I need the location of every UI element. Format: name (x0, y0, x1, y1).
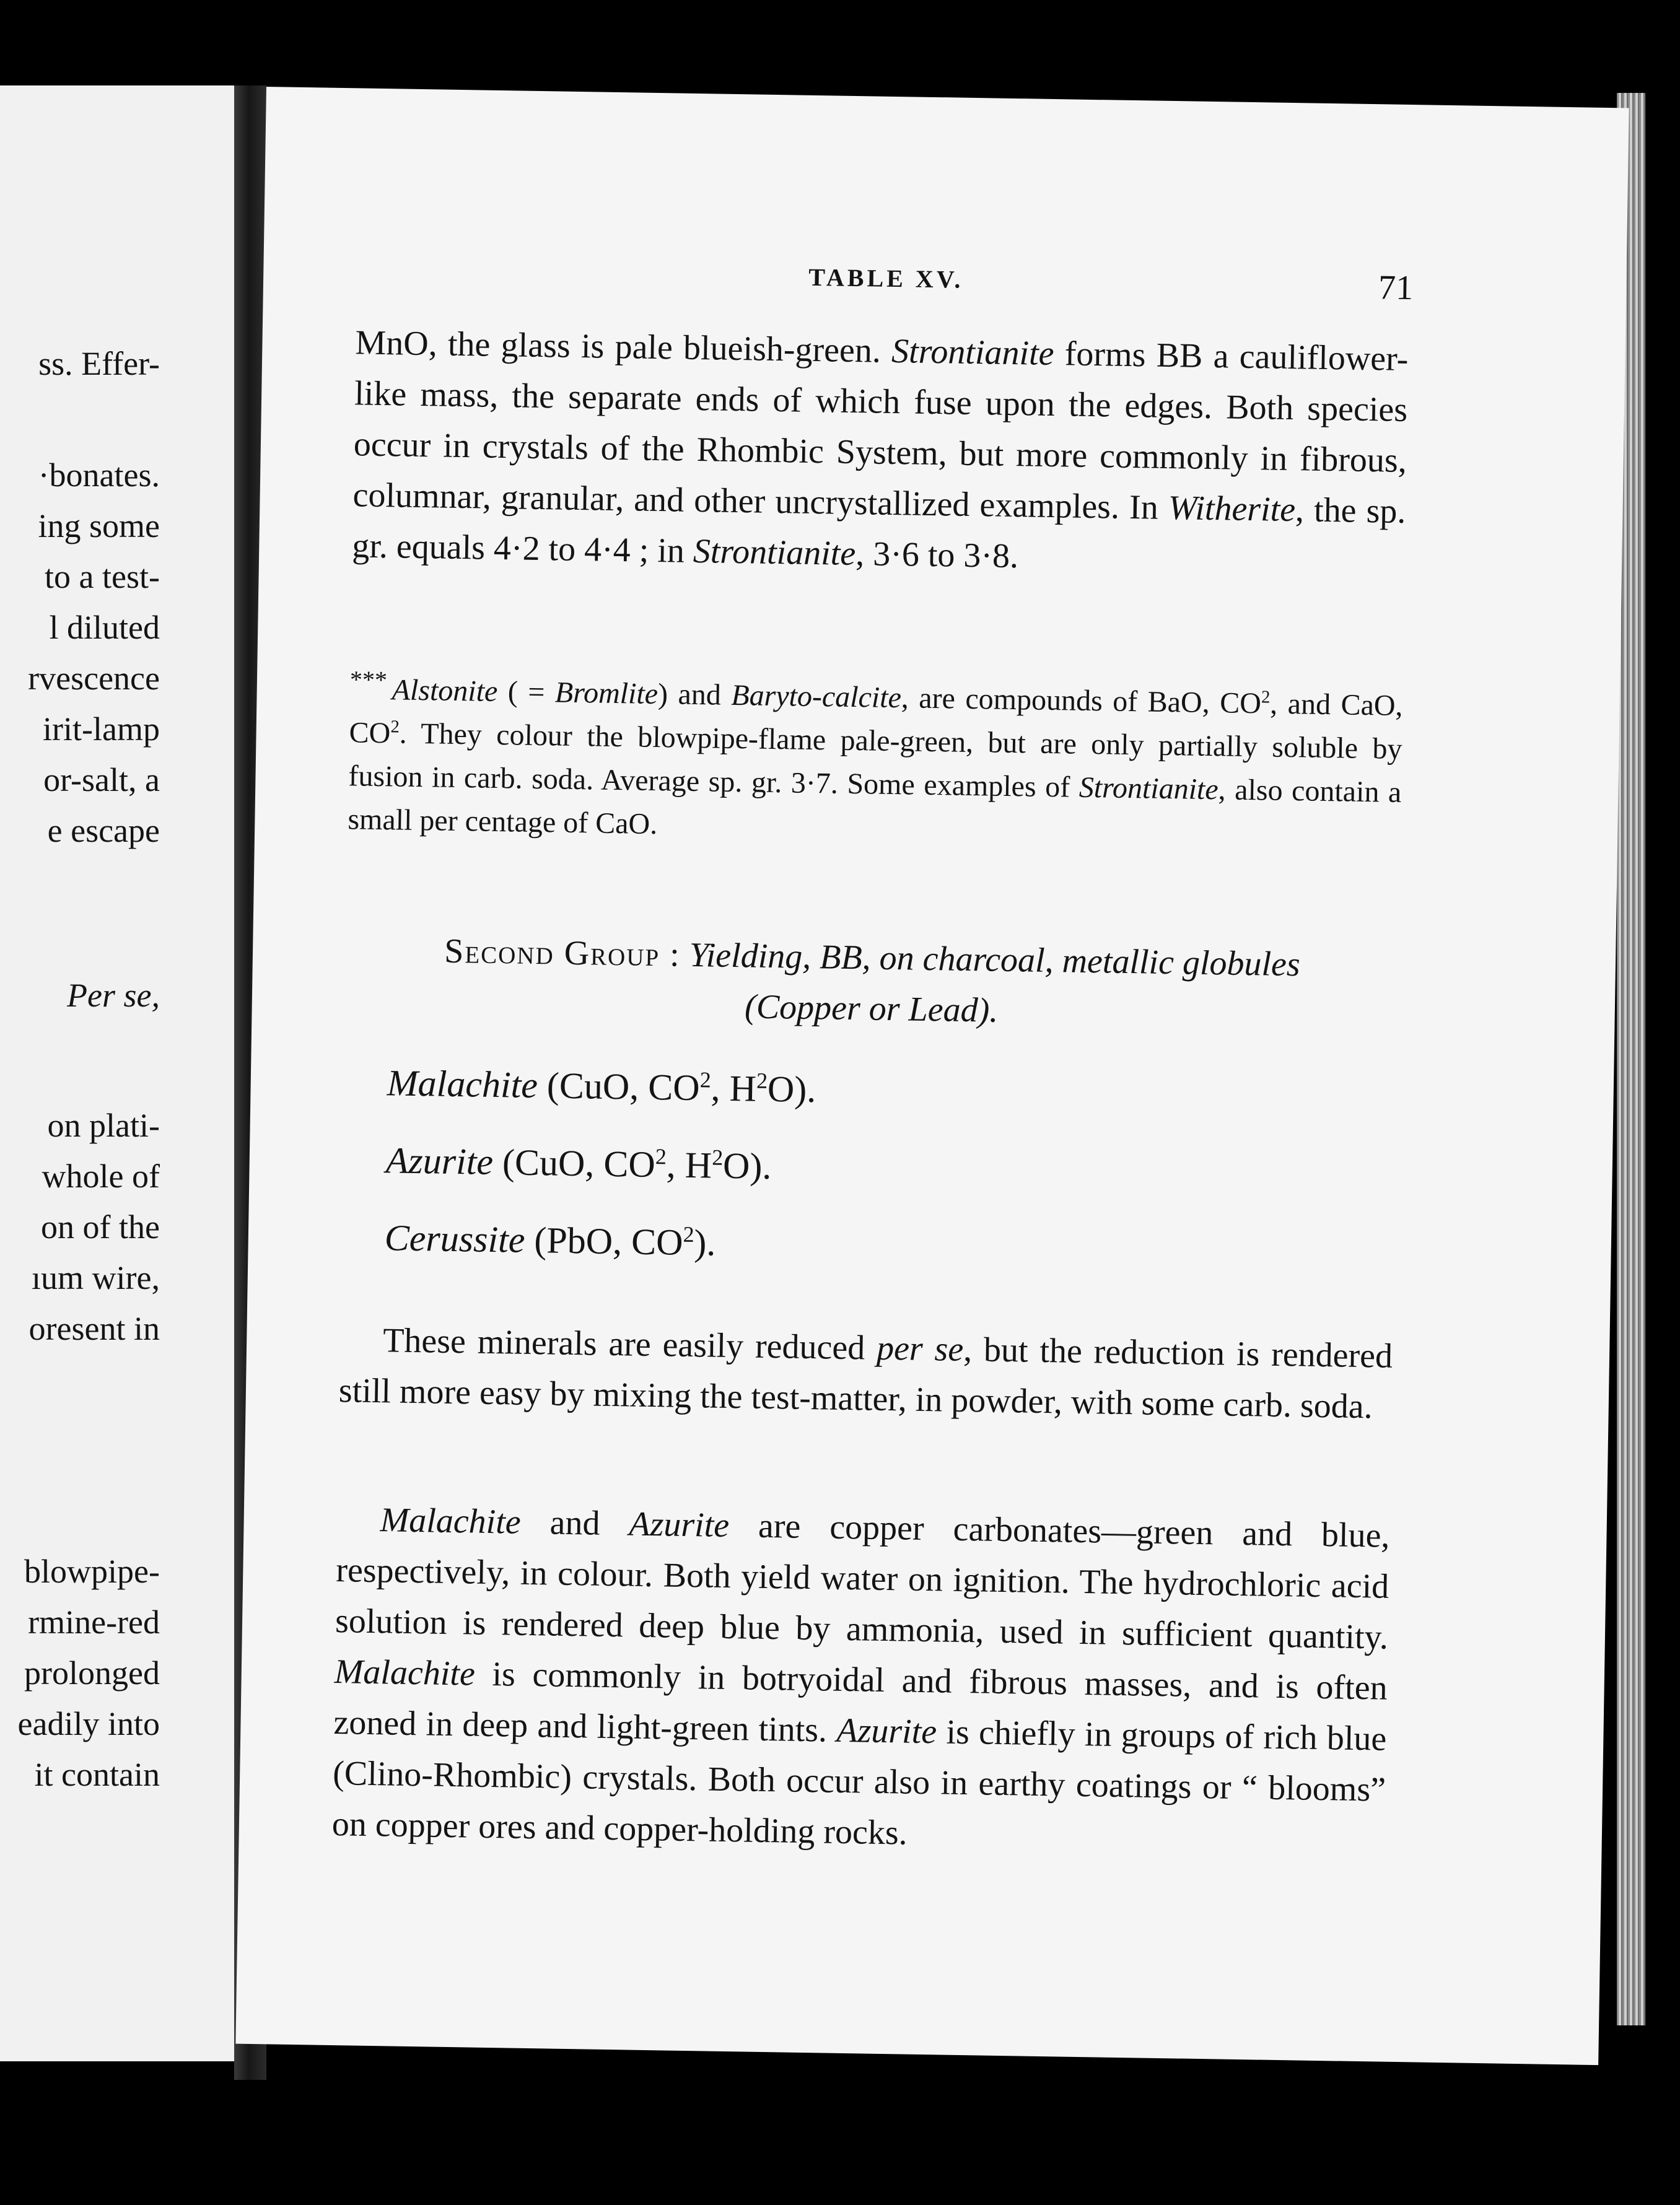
para3-text-1: and (520, 1503, 629, 1544)
left-page-line: eadily into (17, 1705, 160, 1742)
para1-text-4: , 3·6 to 3·8. (855, 535, 1019, 576)
superscript: 2 (711, 1145, 724, 1170)
mineral-name-baryto-calcite: Baryto-calcite (730, 678, 902, 715)
paragraph-reduction (338, 1314, 1393, 1433)
page-number: 71 (1378, 268, 1414, 308)
formula-part: (CuO, CO (492, 1141, 656, 1185)
mineral-name-bromlite: Bromlite (554, 676, 658, 711)
para1-text-2: forms BB a cauliflower-like mass, the separate ends of which fuse upon the edges. Both species occur in crystals of the Rhombic System, but more commonly in fibrous, columnar, granular, and other uncrystallized examples. In (352, 334, 1409, 527)
group-label: Second Group : (444, 932, 681, 974)
left-page-line: it contain (34, 1756, 160, 1793)
print-speck (886, 2054, 890, 2058)
left-page-fragment (0, 85, 234, 2061)
para3-text-2: are copper carbonates—green and blue, respectively, in colour. Both yield water on ignition. The hydrochloric acid solution is rendered deep blue by ammonia, used in sufficient quantity. (335, 1506, 1390, 1657)
left-page-line: oresent in (28, 1310, 160, 1347)
left-page-line: whole of (42, 1158, 160, 1195)
mineral-name-strontianite-3: Strontianite (1078, 771, 1219, 806)
left-page-line: irit-lamp (43, 710, 160, 748)
superscript: 2 (699, 1067, 712, 1093)
left-page-line: ıum wire, (32, 1259, 160, 1296)
para1-text-3: , the sp. gr. equals 4·2 to 4·4 ; in (351, 491, 1406, 570)
mineral-name-alstonite: Alstonite (392, 673, 498, 708)
mineral-name-malachite: Malachite (380, 1501, 522, 1542)
left-page-line: ss. Effer- (38, 345, 160, 382)
right-page (235, 87, 1629, 2065)
mineral-name: Malachite (387, 1062, 538, 1106)
group-heading (344, 924, 1399, 1042)
para2-text-1: These minerals are easily reduced (382, 1321, 877, 1368)
mineral-entry-cerussite (384, 1217, 716, 1264)
left-page-line: l diluted (49, 609, 160, 646)
para3-text-4: is chiefly in groups of rich blue (Clino-Rhombic) crystals. Both occur also in earthy coatings or “ blooms” on copper ores and copper-holding rocks. (331, 1713, 1387, 1853)
para3-text-3: is commonly in botryoidal and fibrous masses, and is often zoned in deep and light-green tints. (333, 1654, 1388, 1750)
note-text-5: . They colour the blowpipe-flame pale-green, but are only partially soluble by fusion in carb. soda. Average sp. gr. 3·7. Some examples of (348, 717, 1402, 804)
note-asterism: *** (349, 665, 388, 694)
left-page-line: ·bonates. (38, 456, 160, 494)
para1-text-1: MnO, the glass is pale blueish-green. (355, 323, 892, 370)
left-page-line: ing some (38, 507, 160, 544)
note-text-2: ) and (657, 678, 732, 712)
superscript: 2 (756, 1068, 768, 1093)
para2-text-2: , but the reduction is rendered still more easy by mixing the test-matter, in powder, with some carb. soda. (338, 1330, 1393, 1426)
mineral-name-strontianite: Strontianite (891, 331, 1055, 373)
mineral-name-azurite: Azurite (628, 1504, 730, 1545)
paragraph-malachite-azurite (331, 1494, 1390, 1866)
formula-part: ). (693, 1222, 716, 1264)
formula-part: , H (666, 1144, 712, 1186)
note-text-1: ( = (497, 675, 556, 709)
left-page-line: or-salt, a (43, 761, 160, 798)
left-page-line: e escape (47, 812, 160, 849)
formula-part: O). (767, 1068, 816, 1111)
term-per-se: per se (876, 1329, 964, 1369)
page-header (263, 254, 1627, 319)
left-page-line: blowpipe- (24, 1553, 160, 1590)
mineral-entry-malachite (387, 1062, 816, 1111)
left-page-line: on plati- (47, 1107, 160, 1144)
note-text-4: , and CaO, CO (349, 687, 1403, 750)
left-page-line: on of the (41, 1208, 160, 1246)
left-page-line: prolonged (24, 1654, 160, 1692)
superscript: 2 (655, 1144, 667, 1169)
running-title: TABLE XV. (808, 263, 964, 294)
mineral-name-malachite-2: Malachite (334, 1653, 476, 1693)
formula-part: , H (711, 1067, 757, 1109)
formula-part: (PbO, CO (524, 1219, 683, 1263)
left-page-line: rvescence (28, 660, 160, 697)
formula-part: O). (722, 1145, 772, 1187)
footnote-alstonite (348, 658, 1403, 858)
mineral-name: Azurite (385, 1140, 494, 1182)
left-page-line: to a test- (45, 558, 160, 595)
note-text-6: , also contain a small per centage of CaO. (348, 773, 1402, 841)
mineral-name: Cerussite (384, 1217, 525, 1260)
mineral-name-azurite-2: Azurite (836, 1711, 937, 1752)
mineral-name-witherite: Witherite (1168, 488, 1296, 530)
mineral-entry-azurite (385, 1142, 772, 1185)
superscript: 2 (390, 717, 400, 737)
note-text-3: , are compounds of BaO, CO (901, 681, 1262, 720)
group-description: Yielding, BB, on charcoal, metallic globules (689, 935, 1301, 984)
superscript: 2 (683, 1221, 694, 1247)
mineral-name-strontianite-2: Strontianite (693, 531, 856, 574)
group-description-2: (Copper or Lead). (744, 987, 999, 1030)
paragraph-witherite-strontianite (352, 317, 1409, 588)
superscript: 2 (1261, 687, 1271, 707)
left-page-line: rmine-red (28, 1604, 160, 1641)
formula-part: (CuO, CO (537, 1065, 701, 1109)
left-page-line: Per se, (67, 977, 160, 1014)
